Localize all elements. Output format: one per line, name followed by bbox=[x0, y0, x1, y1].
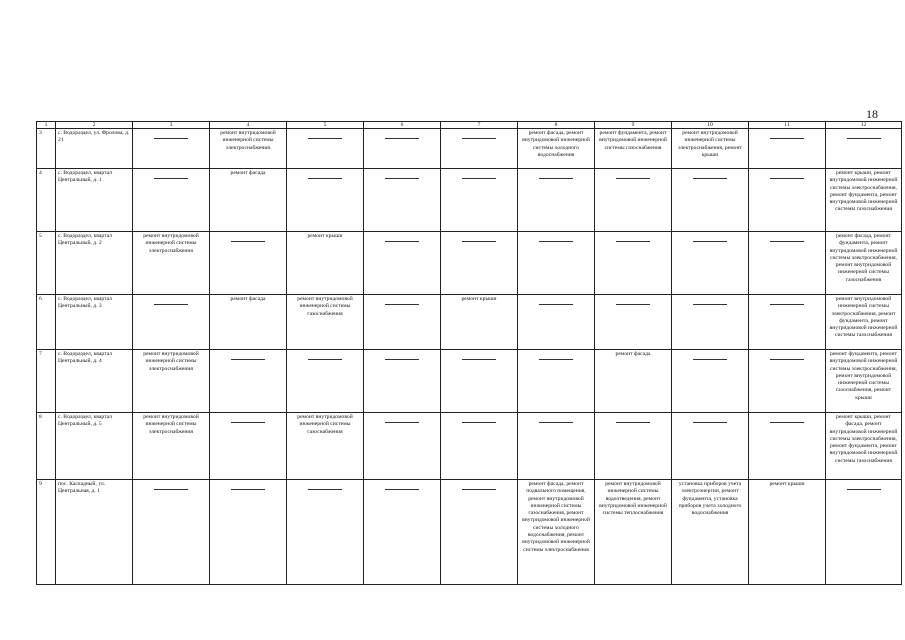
work-cell bbox=[595, 295, 672, 350]
work-cell bbox=[364, 232, 441, 295]
dash-mark bbox=[847, 138, 881, 139]
dash-mark bbox=[539, 359, 573, 360]
work-cell: ремонт фундамента, ремонт внутридомовой инженерной системы газоснабжения bbox=[595, 129, 672, 169]
dash-mark bbox=[385, 241, 419, 242]
dash-mark bbox=[539, 178, 573, 179]
work-cell: ремонт фасада bbox=[210, 295, 287, 350]
work-cell: ремонт внутридомовой инженерной системы электроснабжения bbox=[210, 129, 287, 169]
column-header: 11 bbox=[749, 122, 826, 129]
table-row bbox=[37, 129, 902, 169]
dash-mark bbox=[693, 359, 727, 360]
work-cell bbox=[133, 480, 210, 585]
table-row bbox=[37, 232, 902, 295]
work-cell bbox=[441, 480, 518, 585]
dash-mark bbox=[770, 241, 804, 242]
column-header: 1 bbox=[37, 122, 56, 129]
work-cell bbox=[441, 350, 518, 413]
work-cell: ремонт крыши bbox=[749, 480, 826, 585]
work-cell bbox=[749, 350, 826, 413]
dash-mark bbox=[385, 138, 419, 139]
dash-mark bbox=[539, 304, 573, 305]
work-cell: ремонт внутридомовой инженерной системы электроснабжения bbox=[133, 413, 210, 480]
dash-mark bbox=[385, 304, 419, 305]
address-cell: с. Водораздел, квартал Центральный, д. 2 bbox=[56, 232, 133, 295]
work-cell: ремонт внутридомовой инженерной системы электроснабжения bbox=[133, 350, 210, 413]
dash-mark bbox=[770, 138, 804, 139]
dash-mark bbox=[385, 178, 419, 179]
dash-mark bbox=[154, 138, 188, 139]
dash-mark bbox=[462, 178, 496, 179]
column-header: 12 bbox=[826, 122, 902, 129]
dash-mark bbox=[385, 489, 419, 490]
work-cell: ремонт внутридомовой инженерной системы электроснабжения, ремонт фундамента, ремонт внутридомовой инженерной системы газоснабжения bbox=[826, 295, 902, 350]
dash-mark bbox=[847, 489, 881, 490]
table-row bbox=[37, 350, 902, 413]
work-cell bbox=[595, 169, 672, 232]
work-cell bbox=[518, 413, 595, 480]
work-cell bbox=[210, 413, 287, 480]
work-cell bbox=[518, 169, 595, 232]
dash-mark bbox=[462, 422, 496, 423]
work-cell bbox=[210, 480, 287, 585]
table-row bbox=[37, 413, 902, 480]
column-header: 7 bbox=[441, 122, 518, 129]
page-number: 18 bbox=[866, 107, 878, 121]
work-cell bbox=[364, 295, 441, 350]
row-number: 9 bbox=[37, 480, 56, 585]
dash-mark bbox=[154, 304, 188, 305]
row-number: 8 bbox=[37, 413, 56, 480]
column-header: 3 bbox=[133, 122, 210, 129]
row-number: 3 bbox=[37, 129, 56, 169]
dash-mark bbox=[154, 178, 188, 179]
work-cell: ремонт фундамента, ремонт внутридомовой инженерной системы электроснабжения, ремонт внутридомовой инженерной системы газоснабжения, ремонт крыши bbox=[826, 350, 902, 413]
dash-mark bbox=[231, 489, 265, 490]
work-cell bbox=[441, 129, 518, 169]
dash-mark bbox=[539, 241, 573, 242]
dash-mark bbox=[308, 489, 342, 490]
work-cell bbox=[826, 129, 902, 169]
dash-mark bbox=[308, 178, 342, 179]
work-cell bbox=[287, 350, 364, 413]
work-cell bbox=[441, 413, 518, 480]
column-header: 9 bbox=[595, 122, 672, 129]
row-number: 7 bbox=[37, 350, 56, 413]
row-number: 4 bbox=[37, 169, 56, 232]
dash-mark bbox=[616, 304, 650, 305]
work-cell bbox=[287, 169, 364, 232]
column-header: 8 bbox=[518, 122, 595, 129]
dash-mark bbox=[693, 241, 727, 242]
work-cell: ремонт фасада bbox=[595, 350, 672, 413]
column-header: 6 bbox=[364, 122, 441, 129]
work-cell bbox=[749, 295, 826, 350]
dash-mark bbox=[462, 359, 496, 360]
work-cell bbox=[364, 480, 441, 585]
address-cell: с. Водораздел, квартал Центральный, д. 1 bbox=[56, 169, 133, 232]
table-row bbox=[37, 295, 902, 350]
address-cell: с. Водораздел, ул. Фролова, д. 21 bbox=[56, 129, 133, 169]
work-cell bbox=[441, 232, 518, 295]
dash-mark bbox=[385, 422, 419, 423]
work-cell bbox=[595, 413, 672, 480]
address-cell: с. Водораздел, квартал Центральный, д. 3 bbox=[56, 295, 133, 350]
dash-mark bbox=[385, 359, 419, 360]
work-cell bbox=[672, 413, 749, 480]
work-cell: установка приборов учета электроэнергии, ремонт фундамента, установка приборов учета холодного водоснабжения bbox=[672, 480, 749, 585]
work-cell bbox=[672, 295, 749, 350]
work-cell: ремонт внутридомовой инженерной системы водоотведения, ремонт внутридомовой инженерной системы теплоснабжения bbox=[595, 480, 672, 585]
work-cell bbox=[749, 169, 826, 232]
column-header: 2 bbox=[56, 122, 133, 129]
address-cell: пос. Каскадный, ул. Центральная, д. 1 bbox=[56, 480, 133, 585]
row-number: 6 bbox=[37, 295, 56, 350]
dash-mark bbox=[616, 178, 650, 179]
dash-mark bbox=[770, 178, 804, 179]
work-cell bbox=[287, 480, 364, 585]
dash-mark bbox=[770, 304, 804, 305]
work-cell bbox=[749, 232, 826, 295]
dash-mark bbox=[616, 241, 650, 242]
table-row bbox=[37, 169, 902, 232]
dash-mark bbox=[539, 422, 573, 423]
header-row bbox=[37, 122, 902, 129]
column-header: 4 bbox=[210, 122, 287, 129]
work-cell bbox=[287, 129, 364, 169]
work-cell bbox=[364, 169, 441, 232]
work-cell: ремонт внутридомовой инженерной системы электроснабжения, ремонт крыши bbox=[672, 129, 749, 169]
dash-mark bbox=[770, 359, 804, 360]
work-cell bbox=[595, 232, 672, 295]
work-cell bbox=[826, 480, 902, 585]
work-cell: ремонт крыши, ремонт фасада, ремонт внутридомовой инженерной системы электроснабжения, ремонт фундамента, ремонт внутридомовой инженерной системы газоснабжения bbox=[826, 413, 902, 480]
work-cell: ремонт внутридомовой инженерной системы газоснабжения bbox=[287, 295, 364, 350]
address-cell: с. Водораздел, квартал Центральный, д. 4 bbox=[56, 350, 133, 413]
work-cell: ремонт крыши, ремонт внутридомовой инженерной системы электроснабжения, ремонт фундамента, ремонт внутридомовой инженерной системы газоснабжения bbox=[826, 169, 902, 232]
table-row bbox=[37, 480, 902, 585]
repair-schedule-table bbox=[36, 121, 902, 585]
dash-mark bbox=[462, 489, 496, 490]
work-cell: ремонт фасада, ремонт фундамента, ремонт внутридомовой инженерной системы электроснабжения, ремонт внутридомовой инженерной системы газоснабжения bbox=[826, 232, 902, 295]
work-cell: ремонт внутридомовой инженерной системы электроснабжения bbox=[133, 232, 210, 295]
work-cell bbox=[441, 169, 518, 232]
dash-mark bbox=[770, 422, 804, 423]
work-cell: ремонт фасада, ремонт внутридомовой инженерной системы холодного водоснабжения bbox=[518, 129, 595, 169]
work-cell bbox=[364, 413, 441, 480]
work-cell bbox=[364, 129, 441, 169]
dash-mark bbox=[308, 359, 342, 360]
work-cell bbox=[133, 295, 210, 350]
column-header: 5 bbox=[287, 122, 364, 129]
address-cell: с. Водораздел, квартал Центральный, д. 5 bbox=[56, 413, 133, 480]
work-cell: ремонт фасада, ремонт подвального помещения, ремонт внутридомовой инженерной системы газоснабжения, ремонт внутридомовой инженерной системы холодного водоснабжения, ремонт внутридомовой инженерной системы электроснабжения bbox=[518, 480, 595, 585]
work-cell bbox=[364, 350, 441, 413]
work-cell bbox=[749, 413, 826, 480]
work-cell: ремонт крыши bbox=[287, 232, 364, 295]
work-cell bbox=[210, 232, 287, 295]
dash-mark bbox=[462, 241, 496, 242]
work-cell: ремонт крыши bbox=[441, 295, 518, 350]
dash-mark bbox=[616, 422, 650, 423]
dash-mark bbox=[231, 422, 265, 423]
dash-mark bbox=[154, 489, 188, 490]
work-cell bbox=[518, 350, 595, 413]
work-cell bbox=[518, 232, 595, 295]
work-cell bbox=[210, 350, 287, 413]
dash-mark bbox=[693, 422, 727, 423]
work-cell bbox=[672, 232, 749, 295]
work-cell bbox=[672, 350, 749, 413]
dash-mark bbox=[308, 138, 342, 139]
dash-mark bbox=[462, 138, 496, 139]
dash-mark bbox=[693, 304, 727, 305]
dash-mark bbox=[693, 178, 727, 179]
work-cell bbox=[518, 295, 595, 350]
work-cell bbox=[672, 169, 749, 232]
work-cell bbox=[749, 129, 826, 169]
work-cell: ремонт фасада bbox=[210, 169, 287, 232]
column-header: 10 bbox=[672, 122, 749, 129]
dash-mark bbox=[231, 241, 265, 242]
work-cell: ремонт внутридомовой инженерной системы газоснабжения bbox=[287, 413, 364, 480]
work-cell bbox=[133, 129, 210, 169]
dash-mark bbox=[231, 359, 265, 360]
row-number: 5 bbox=[37, 232, 56, 295]
work-cell bbox=[133, 169, 210, 232]
